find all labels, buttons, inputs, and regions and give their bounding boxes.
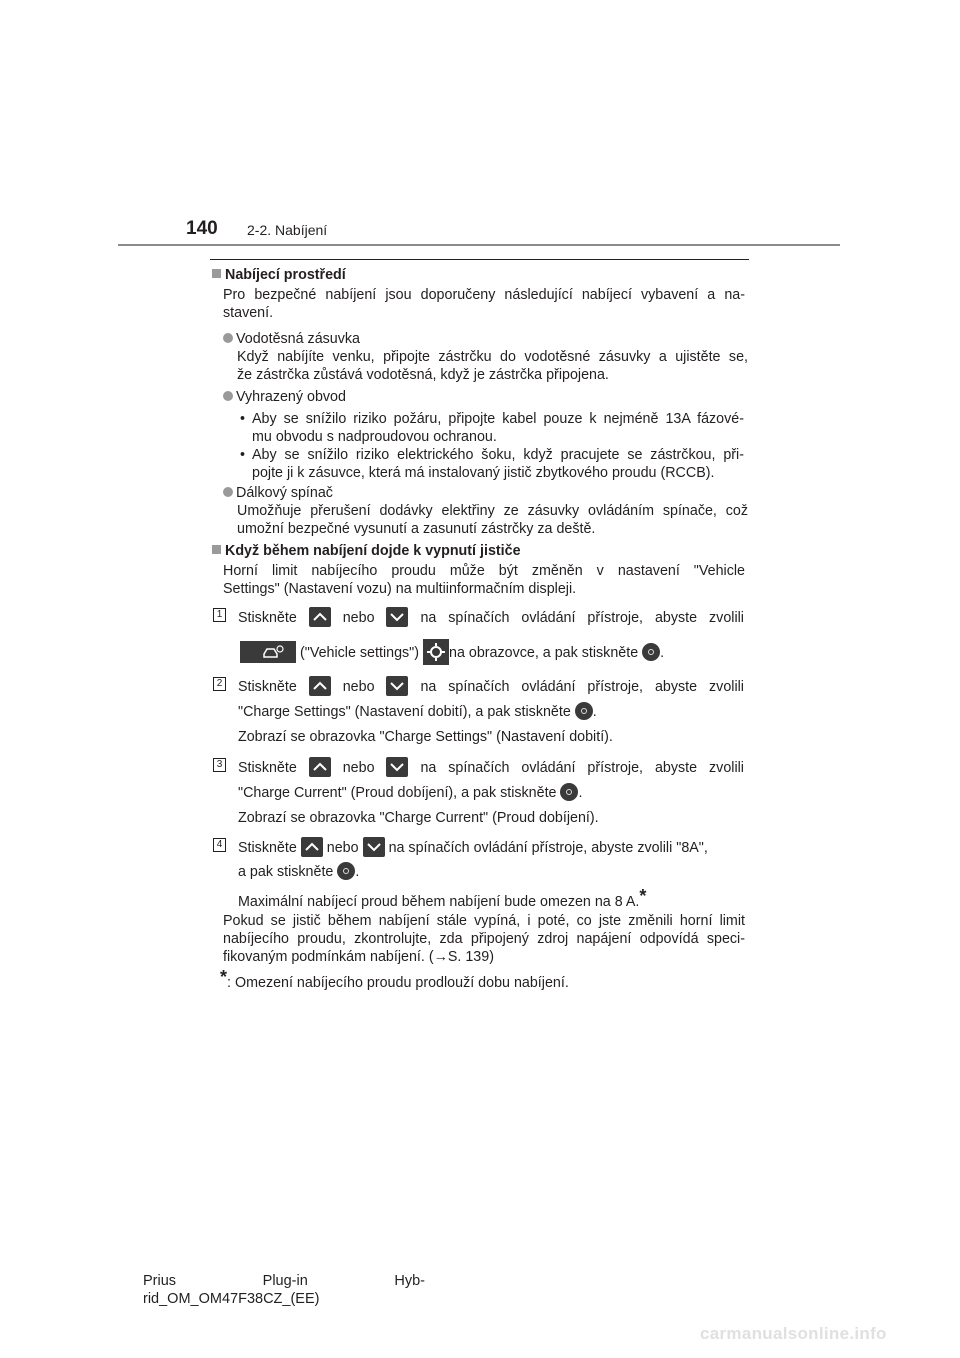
env-heading: Nabíjecí prostředí xyxy=(212,266,346,284)
step-3-line-2: "Charge Current" (Proud dobíjení), a pak stiskněte . xyxy=(238,785,583,801)
step-2-line-1: Stiskněte nebo na spínačích ovládání přístroje, abyste zvolili xyxy=(238,676,744,696)
remote-line-2: umožní bezpečné vysunutí a zasunutí zástrčky za deště. xyxy=(237,521,596,537)
ok-button-icon xyxy=(560,783,578,801)
breaker-heading: Když během nabíjení dojde k vypnutí jističe xyxy=(212,542,521,560)
ok-button-icon xyxy=(337,862,355,880)
header-rule xyxy=(118,244,840,246)
chevron-down-icon xyxy=(363,837,385,857)
circle-bullet-icon xyxy=(223,391,233,401)
closing-line-2: nabíjecího proudu, zkontrolujte, zda připojený zdroj napájení odpovídá speci- xyxy=(223,931,745,947)
chevron-down-icon xyxy=(386,607,408,627)
sub-bullet-1-mark: • xyxy=(240,411,246,427)
step-3-number: 3 xyxy=(213,758,226,772)
step-1-number: 1 xyxy=(213,608,226,622)
step-1-line-2: ("Vehicle settings") na obrazovce, a pak stiskněte . xyxy=(240,639,664,665)
square-bullet-icon xyxy=(212,269,221,278)
page-number: 140 xyxy=(186,218,218,239)
breaker-intro-1: Horní limit nabíjecího proudu může být změněn v nastavení "Vehicle xyxy=(223,563,745,579)
footer-line-1: Prius Plug-in Hyb- xyxy=(143,1273,425,1289)
chevron-down-icon xyxy=(386,676,408,696)
bullet-waterproof: Vodotěsná zásuvka xyxy=(223,330,360,348)
step-4-line-1: Stiskněte nebo na spínačích ovládání přístroje, abyste zvolili "8A", xyxy=(238,837,748,857)
closing-line-3: fikovaným podmínkám nabíjení. (→S. 139) xyxy=(223,949,494,965)
bullet-remote-switch: Dálkový spínač xyxy=(223,484,333,502)
step-3-line-1: Stiskněte nebo na spínačích ovládání přístroje, abyste zvolili xyxy=(238,757,744,777)
chevron-up-icon xyxy=(309,676,331,696)
bullet-dedicated-circuit: Vyhrazený obvod xyxy=(223,388,346,406)
shock-risk-line-2: pojte ji k zásuvce, která má instalovaný jistič zbytkového proudu (RCCB). xyxy=(252,465,715,481)
step-4-result: Maximální nabíjecí proud během nabíjení bude omezen na 8 A.* xyxy=(238,886,647,910)
closing-line-1: Pokud se jistič během nabíjení stále vypíná, i poté, co jste změnili horní limit xyxy=(223,913,745,929)
fire-risk-line-2: mu obvodu s nadproudovou ochranou. xyxy=(252,429,497,445)
fire-risk-line-1: Aby se snížilo riziko požáru, připojte kabel pouze k nejméně 13A fázové- xyxy=(252,411,744,427)
circle-bullet-icon xyxy=(223,333,233,343)
chevron-up-icon xyxy=(309,607,331,627)
env-intro-2: stavení. xyxy=(223,305,274,321)
gear-icon xyxy=(423,639,449,665)
step-4-line-2: a pak stiskněte . xyxy=(238,864,360,880)
step-2-line-2: "Charge Settings" (Nastavení dobití), a pak stiskněte . xyxy=(238,704,597,720)
step-2-result: Zobrazí se obrazovka "Charge Settings" (Nastavení dobití). xyxy=(238,729,613,745)
sub-bullet-2-mark: • xyxy=(240,447,246,463)
env-intro-1: Pro bezpečné nabíjení jsou doporučeny následující nabíjecí vybavení a na- xyxy=(223,287,745,303)
footer-line-2: rid_OM_OM47F38CZ_(EE) xyxy=(143,1291,320,1307)
section-title: 2-2. Nabíjení xyxy=(247,222,328,238)
car-settings-icon xyxy=(240,641,296,663)
breaker-intro-2: Settings" (Nastavení vozu) na multiinformačním displeji. xyxy=(223,581,577,597)
chevron-up-icon xyxy=(301,837,323,857)
content-rule xyxy=(210,259,749,260)
step-4-number: 4 xyxy=(213,838,226,852)
watermark: carmanualsonline.info xyxy=(700,1324,887,1343)
step-3-result: Zobrazí se obrazovka "Charge Current" (Proud dobíjení). xyxy=(238,810,599,826)
waterproof-line-2: že zástrčka zůstává vodotěsná, když je zástrčka připojena. xyxy=(237,367,609,383)
step-1-line-1: Stiskněte nebo na spínačích ovládání přístroje, abyste zvolili xyxy=(238,607,744,627)
waterproof-line-1: Když nabíjíte venku, připojte zástrčku do vodotěsné zásuvky a ujistěte se, xyxy=(237,349,748,365)
step-2-number: 2 xyxy=(213,677,226,691)
remote-line-1: Umožňuje přerušení dodávky elektřiny ze zásuvky ovládáním spínače, což xyxy=(237,503,748,519)
chevron-up-icon xyxy=(309,757,331,777)
square-bullet-icon xyxy=(212,545,221,554)
chevron-down-icon xyxy=(386,757,408,777)
circle-bullet-icon xyxy=(223,487,233,497)
ok-button-icon xyxy=(642,643,660,661)
ok-button-icon xyxy=(575,702,593,720)
footnote: *: Omezení nabíjecího proudu prodlouží dobu nabíjení. xyxy=(220,967,569,991)
shock-risk-line-1: Aby se snížilo riziko elektrického šoku, když pracujete se zástrčkou, při- xyxy=(252,447,744,463)
